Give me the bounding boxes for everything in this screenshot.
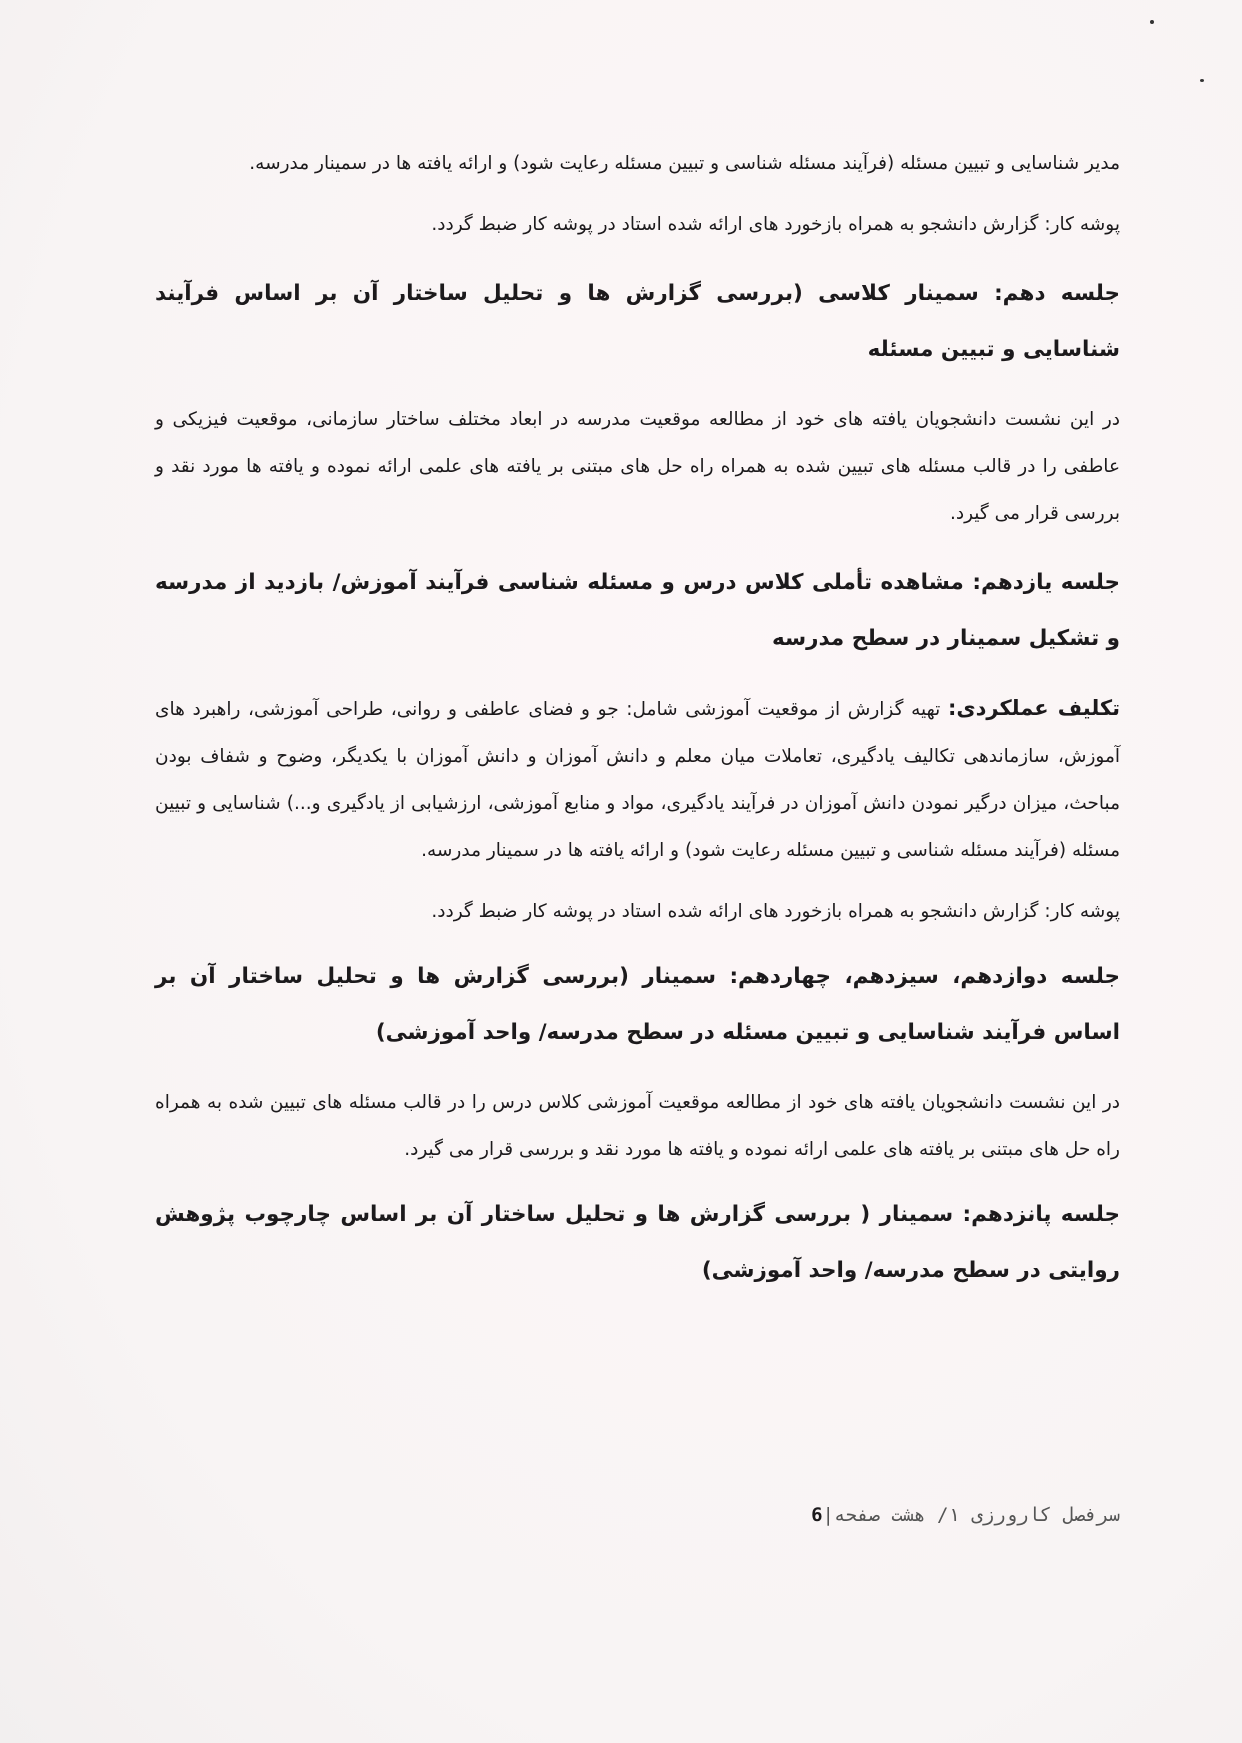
footer-separator: | — [822, 1504, 834, 1526]
session-heading: جلسه دوازدهم، سیزدهم، چهاردهم: سمینار (بررسی گزارش ها و تحلیل ساختار آن بر اساس فرآیند شناسایی و تبیین مسئله در سطح مدرسه/ واحد آموزشی) — [155, 964, 1120, 1045]
paragraph: پوشه کار: گزارش دانشجو به همراه بازخورد های ارائه شده استاد در پوشه کار ضبط گردد. — [431, 214, 1120, 235]
page-footer — [660, 1504, 1120, 1526]
footer-title: سرفصل کارورزی ۱/ هشت صفحه — [834, 1504, 1120, 1526]
session-heading: جلسه دهم: سمینار کلاسی (بررسی گزارش ها و تحلیل ساختار آن بر اساس فرآیند شناسایی و تبیین مسئله — [155, 281, 1120, 362]
speck — [1200, 79, 1204, 82]
assignment-text: تهیه گزارش از موقعیت آموزشی شامل: جو و فضای عاطفی و روانی، طراحی آموزشی، راهبرد های آموزش، سازماندهی تکالیف یادگیری، تعاملات میان معلم و دانش آموزان و دانش آموزان با یکدیگر، وضوح و شفاف بودن مباحث، میزان درگیر نمودن دانش آموزان در فرآیند یادگیری، مواد و منابع آموزشی، ارزشیابی از یادگیری و...) شناسایی و تبیین مسئله (فرآیند مسئله شناسی و تبیین مسئله رعایت شود) و ارائه یافته ها در سمینار مدرسه. — [155, 699, 1120, 861]
session-heading: جلسه پانزدهم: سمینار ( بررسی گزارش ها و تحلیل ساختار آن بر اساس چارچوب پژوهش روایتی در سطح مدرسه/ واحد آموزشی) — [155, 1202, 1120, 1283]
paragraph: مدیر شناسایی و تبیین مسئله (فرآیند مسئله شناسی و تبیین مسئله رعایت شود) و ارائه یافته ها در سمینار مدرسه. — [249, 153, 1120, 174]
assignment-label: تکلیف عملکردی: — [947, 696, 1120, 720]
paragraph: پوشه کار: گزارش دانشجو به همراه بازخورد های ارائه شده استاد در پوشه کار ضبط گردد. — [431, 901, 1120, 922]
document-body — [155, 140, 1120, 1299]
paragraph: در این نشست دانشجویان یافته های خود از مطالعه موقعیت مدرسه در ابعاد مختلف ساختار سازمانی، موقعیت فیزیکی و عاطفی را در قالب مسئله های تبیین شده به همراه راه حل های مبتنی بر یافته های علمی ارائه نموده و یافته ها مورد نقد و بررسی قرار می گیرد. — [155, 409, 1120, 524]
speck — [1150, 20, 1154, 24]
page-number: 6 — [811, 1504, 823, 1526]
paragraph: در این نشست دانشجویان یافته های خود از مطالعه موقعیت آموزشی کلاس درس را در قالب مسئله های تبیین شده به همراه راه حل های مبتنی بر یافته های علمی ارائه نموده و یافته ها مورد نقد و بررسی قرار می گیرد. — [155, 1092, 1120, 1160]
session-heading: جلسه یازدهم: مشاهده تأملی کلاس درس و مسئله شناسی فرآیند آموزش/ بازدید از مدرسه و تشکیل سمینار در سطح مدرسه — [155, 570, 1120, 651]
paragraph — [155, 685, 1120, 874]
